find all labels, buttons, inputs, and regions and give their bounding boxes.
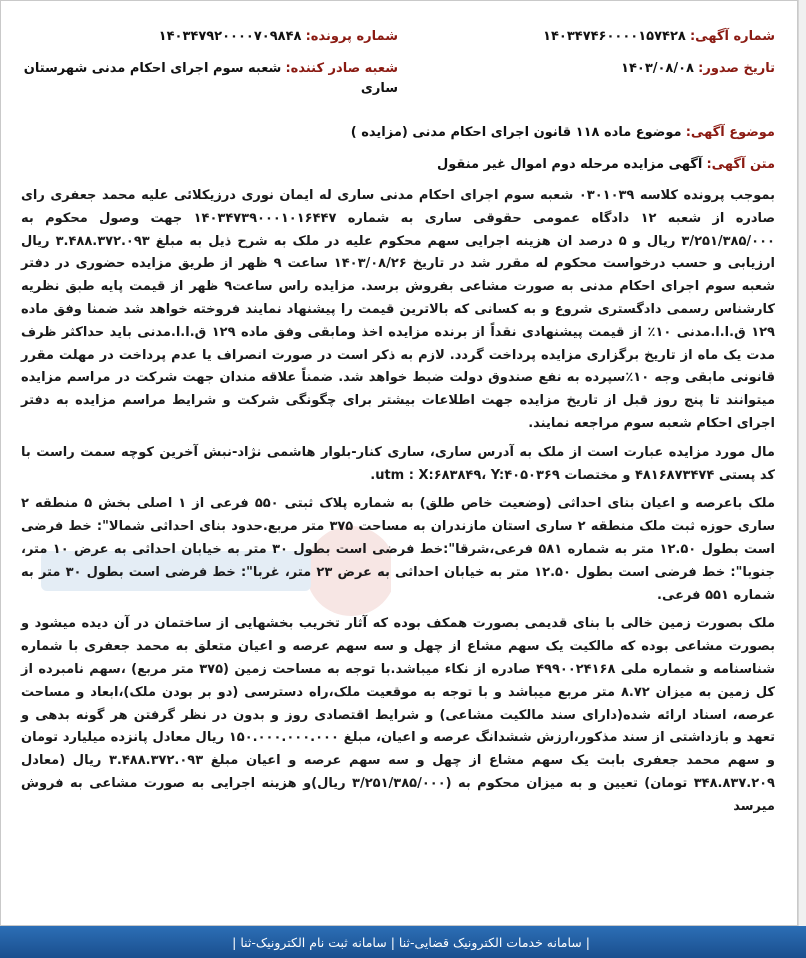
ad-text-value: آگهی مزایده مرحله دوم اموال غیر منقول [436, 157, 703, 172]
footer-separator: | [390, 934, 395, 950]
ad-text-label: متن آگهی: [706, 157, 775, 172]
footer-separator: | [232, 934, 237, 950]
subject-line [21, 123, 775, 143]
subject-value: موضوع ماده ۱۱۸ قانون اجرای احکام مدنی (مزایده ) [350, 125, 682, 140]
issuer-label: شعبه صادر کننده: [285, 61, 398, 76]
ad-text-line [21, 155, 775, 175]
paragraph-main: بموجب پرونده کلاسه ۰۳۰۱۰۳۹ شعبه سوم اجرای احکام مدنی ساری له ایمان نوری درزیکلائی علیه محمد جعفری رای صادره از شعبه ۱۲ دادگاه عمومی حقوقی ساری به شماره ۱۴۰۳۴۷۳۹۰۰۰۱۰۱۶۴۴۷ جهت وصول محکوم به ۳/۲۵۱/۳۸۵/۰۰۰ ریال و ۵ درصد ان هزینه اجرایی سهم محکوم علیه در ملک به شرح ذیل به مبلغ ۳.۴۸۸.۳۷۲.۰۹۳ ریال ارزیابی و حسب درخواست محکوم له مقرر شد در تاریخ ۱۴۰۳/۰۸/۲۶ ساعت ۹ ظهر از طریق مزایده حضوری در دفتر شعبه سوم اجرای احکام مدنی به صورت مشاعی بفروش برسد. مزایده راس ساعت۹ ظهر از قیمت پایه طبق نظریه کارشناس رسمی دادگستری شروع و به کسانی که بالاترین قیمت را پیشنهاد نمایند فروخته خواهد شد ضمنا وفق ماده ۱۲۹ ق.ا.ا.مدنی ۱۰٪ از قیمت پیشنهادی نقداً از برنده مزایده اخذ ومابقی وفق ماده ۱۲۹ ق.ا.ا.مدنی باید حداکثر ظرف مدت یک ماه از تاریخ برگزاری مزایده پرداخت گردد. لازم به ذکر است در صورت انصراف یا عدم پرداخت در مهلت مقرر قانونی مابقی وجه ۱۰٪سپرده به نفع صندوق دولت ضبط خواهد شد. ضمناً علاقه مندان جهت شرکت در مراسم مزایده میتوانند تا پنج روز قبل از تاریخ مزایده جهت اطلاعات بیشتر برای چگونگی شرکت و شرایط مراسم مزایده به دفتر اجرای احکام شعبه سوم مراجعه نمایند. [21, 188, 776, 431]
case-number-label: شماره پرونده: [305, 29, 398, 44]
subject-label: موضوع آگهی: [685, 125, 775, 140]
paragraph-valuation: ملک بصورت زمین خالی با بنای قدیمی بصورت همکف بوده که آثار تخریب بخشهایی از ساختمان در آن دیده میشود و بصورت مشاعی بوده که مالکیت یک سهم مشاع از چهل و سه سهم عرصه و اعیان متعلق به محمد جعفری با شماره شناسنامه و شماره ملی ۴۹۹۰۰۲۴۱۶۸ صادره از نکاء میباشد.با توجه به مساحت زمین (۳۷۵ متر مربع) ،سهم نامبرده از کل زمین به میزان ۸.۷۲ متر مربع میباشد و با توجه به موقعیت ملک،راه دسترسی (دو بر بودن ملک)،ابعاد و مساحت عرصه، اسناد ارائه شده(دارای سند مالکیت مشاعی) و شرایط اقتصادی روز و بدون در نظر گرفتن هر گونه بدهی و تعهد و بازداشتی از سند مذکور،ارزش ششدانگ عرصه و اعیان، مبلغ ۱۵۰.۰۰۰.۰۰۰.۰۰۰ ریال معادل پانزده میلیارد تومان و سهم محمد جعفری بابت یک سهم مشاع از چهل و سه سهم عرصه و اعیان مبلغ ۳.۴۸۸.۳۷۲.۰۹۳ ریال (معادل ۳۴۸.۸۳۷.۲۰۹ تومان) تعیین و به میزان محکوم به (۳/۲۵۱/۳۸۵/۰۰۰ ریال)و هزینه اجرایی به صورت مشاعی به فروش میرسد [21, 616, 775, 814]
header-row-1 [21, 27, 775, 47]
issuer: شعبه سوم اجرای احکام مدنی شهرستان ساری [23, 61, 398, 96]
footer-bar [0, 926, 806, 958]
issue-date-label: تاریخ صدور: [698, 61, 775, 76]
ad-number-label: شماره آگهی: [689, 29, 775, 44]
ad-number: ۱۴۰۳۴۷۴۶۰۰۰۰۱۵۷۴۲۸ [543, 29, 686, 44]
footer-link-registration[interactable]: سامانه ثبت نام الکترونیک-ثنا [240, 934, 387, 950]
footer-separator: | [585, 934, 590, 950]
paragraph-address: مال مورد مزایده عبارت است از ملک به آدرس ساری، ساری کنار-بلوار هاشمی نژاد-نبش آخرین کوچه سمت راست با کد پستی ۴۸۱۶۸۷۳۴۷۴ و مختصات utm : X:۶۸۳۸۴۹، Y:۴۰۵۰۳۶۹. [21, 444, 775, 483]
header-row-2 [21, 59, 775, 99]
vertical-scrollbar[interactable] [798, 0, 806, 926]
paragraph-plot: ملک باعرصه و اعیان بنای احداثی (وضعیت خاص طلق) به شماره پلاک ثبتی ۵۵۰ فرعی از ۱ اصلی بخش ۵ منطقه ۲ ساری حوزه ثبت ملک منطقه ۲ ساری استان مازندران به مساحت ۳۷۵ متر مربع.حدود بنای احداثی شمالا": خط فرضی است بطول ۱۲.۵۰ متر به شماره ۵۸۱ فرعی،شرقا":خط فرضی است بطول ۳۰ متر به خیابان احداثی به عرض ۱۰ متر، جنوبا": خط فرضی است بطول ۱۲.۵۰ متر به خیابان احداثی به عرض ۲۳ متر، غربا": خط فرضی است بطول ۳۰ متر به شماره ۵۵۱ فرعی. [21, 496, 776, 603]
case-number: ۱۴۰۳۴۷۹۲۰۰۰۰۷۰۹۸۴۸ [158, 29, 302, 44]
issue-date: ۱۴۰۳/۰۸/۰۸ [621, 61, 694, 76]
footer-link-judicial-services[interactable]: سامانه خدمات الکترونیک قضایی-ثنا [398, 934, 582, 950]
